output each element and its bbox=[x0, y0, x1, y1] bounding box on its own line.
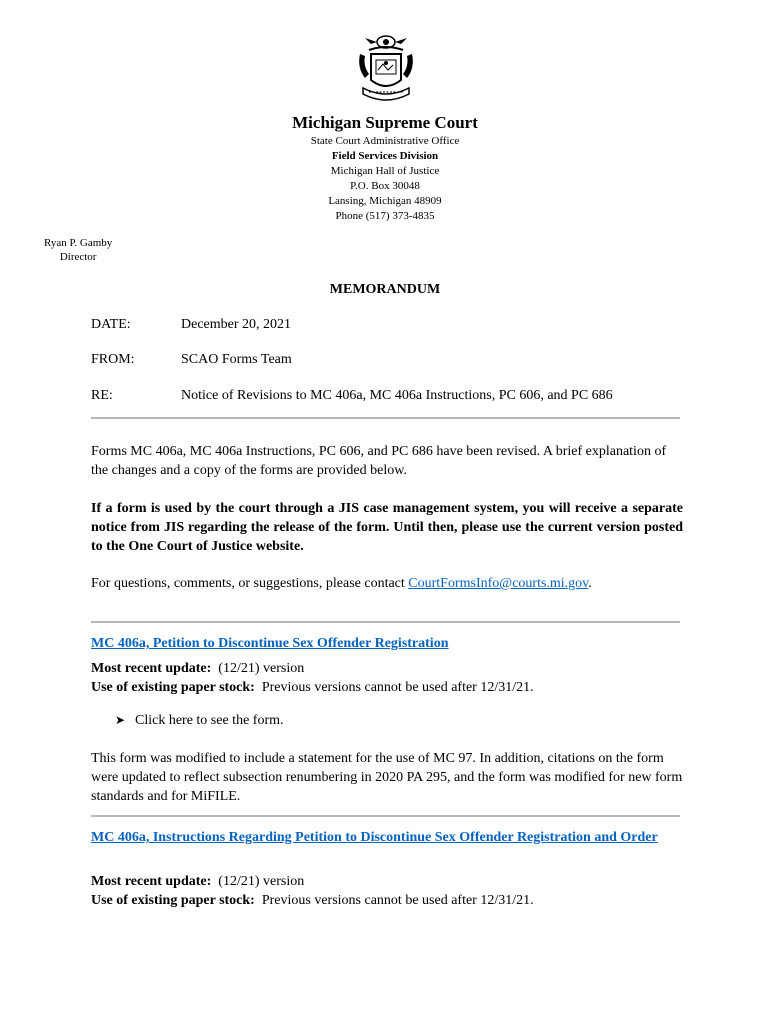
section-mc406a-link[interactable]: MC 406a, Petition to Discontinue Sex Offender Registration bbox=[91, 636, 449, 651]
divider bbox=[91, 815, 680, 817]
divider bbox=[91, 417, 680, 419]
stock-label: Use of existing paper stock: bbox=[91, 893, 255, 908]
city-state-zip: Lansing, Michigan 48909 bbox=[328, 195, 442, 207]
update-label: Most recent update: bbox=[91, 661, 212, 676]
director-title: Director bbox=[59, 251, 97, 263]
po-box: P.O. Box 30048 bbox=[350, 180, 420, 192]
address-block bbox=[0, 134, 770, 224]
stock-label: Use of existing paper stock: bbox=[91, 680, 255, 695]
update-value: (12/21) version bbox=[218, 874, 305, 889]
building-name: Michigan Hall of Justice bbox=[330, 165, 440, 177]
contact-suffix: . bbox=[588, 576, 592, 591]
jis-notice-paragraph: If a form is used by the court through a JIS case management system, you will receive a separate notice from JIS regarding the release of the form. Until then, please use the current version posted to the One Court of Justice website. bbox=[91, 501, 683, 554]
view-form-bullet[interactable] bbox=[115, 713, 284, 729]
section-mc406a-update bbox=[91, 659, 304, 678]
contact-prefix: For questions, comments, or suggestions, please contact bbox=[91, 576, 409, 591]
section-mc406a-stock bbox=[91, 678, 534, 697]
michigan-state-seal-icon bbox=[355, 34, 417, 108]
divider bbox=[91, 621, 680, 623]
from-value: SCAO Forms Team bbox=[181, 352, 292, 367]
contact-email-link[interactable]: CourtFormsInfo@courts.mi.gov bbox=[408, 576, 589, 591]
arrow-bullet-icon: ➤ bbox=[115, 713, 126, 727]
from-label: FROM: bbox=[91, 352, 135, 367]
update-value: (12/21) version bbox=[218, 661, 305, 676]
section-instructions-update bbox=[91, 872, 304, 891]
director-block bbox=[44, 236, 112, 264]
phone-number: Phone (517) 373-4835 bbox=[335, 210, 435, 222]
update-label: Most recent update: bbox=[91, 874, 212, 889]
date-label: DATE: bbox=[91, 317, 131, 332]
section-mc406a-instructions-link[interactable]: MC 406a, Instructions Regarding Petition to Discontinue Sex Offender Registration and Order bbox=[91, 830, 658, 845]
section-mc406a-description: This form was modified to include a statement for the use of MC 97. In addition, citations on the form were updated to reflect subsection renumbering in 2020 PA 295, and the form was modified for new form standards and for MiFILE. bbox=[91, 751, 683, 804]
stock-value: Previous versions cannot be used after 12/31/21. bbox=[261, 893, 534, 908]
memo-title: MEMORANDUM bbox=[329, 282, 441, 297]
re-value: Notice of Revisions to MC 406a, MC 406a Instructions, PC 606, and PC 686 bbox=[181, 388, 613, 403]
date-value: December 20, 2021 bbox=[181, 317, 292, 332]
director-name: Ryan P. Gamby bbox=[44, 237, 113, 249]
division-name: Field Services Division bbox=[331, 150, 439, 162]
stock-value: Previous versions cannot be used after 12/31/21. bbox=[261, 680, 534, 695]
view-form-text[interactable]: Click here to see the form. bbox=[135, 713, 284, 728]
intro-paragraph: Forms MC 406a, MC 406a Instructions, PC 606, and PC 686 have been revised. A brief explanation of the changes and a copy of the forms are provided below. bbox=[91, 444, 667, 478]
re-label: RE: bbox=[91, 388, 113, 403]
office-name: State Court Administrative Office bbox=[310, 135, 460, 147]
section-instructions-stock bbox=[91, 891, 534, 910]
contact-paragraph bbox=[91, 574, 683, 593]
court-name: Michigan Supreme Court bbox=[292, 113, 478, 132]
